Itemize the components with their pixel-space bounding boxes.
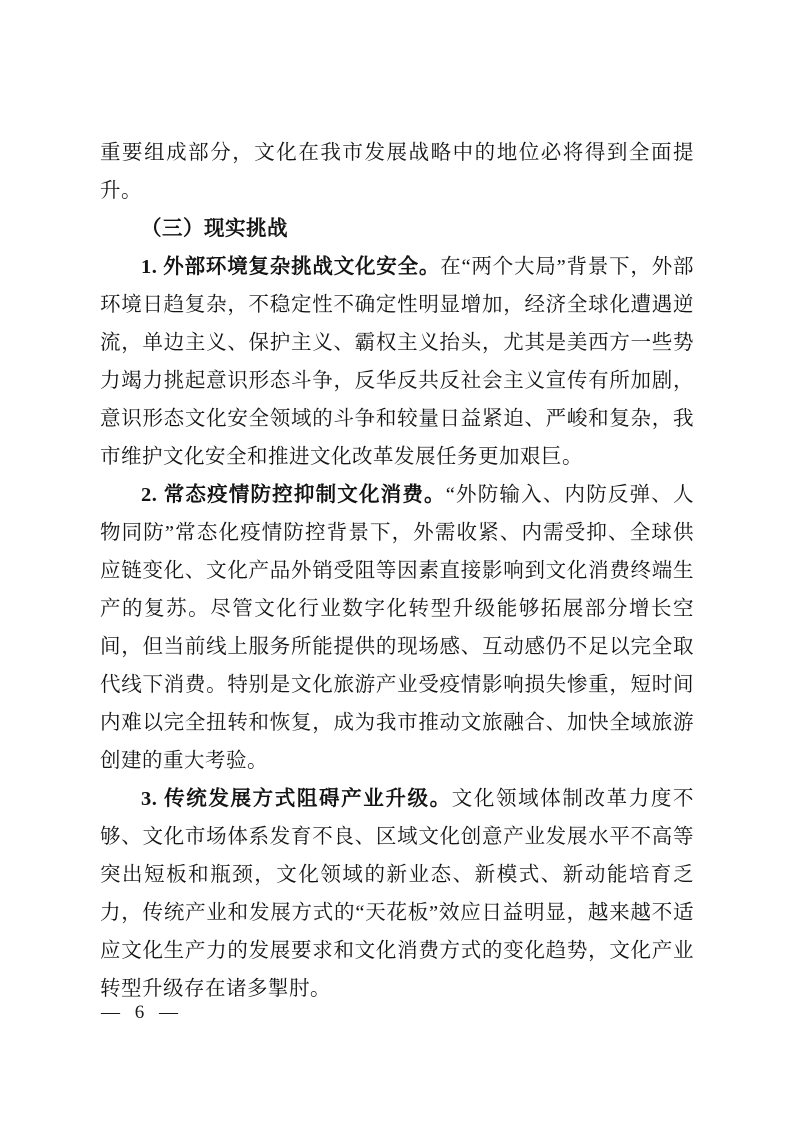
paragraph-text: 文化领域体制改革力度不够、文化市场体系发育不良、区域文化创意产业发展水平不高等突出短板和瓶颈，文化领域的新业态、新模式、新动能培育乏力，传统产业和发展方式的“天花板”效应日益明显，越来越不适应文化生产力的发展要求和文化消费方式的变化趋势，文化产业转型升级存在诸多掣肘。 xyxy=(100,788,694,1000)
paragraph xyxy=(100,780,694,1008)
paragraph-lead: 1. 外部环境复杂挑战文化安全。 xyxy=(141,256,441,278)
paragraph-continuation: 重要组成部分，文化在我市发展战略中的地位必将得到全面提升。 xyxy=(100,142,694,202)
paragraph-text: “外防输入、内防反弹、人物同防”常态化疫情防控背景下，外需收紧、内需受抑、全球供应链变化、文化产品外销受阻等因素直接影响到文化消费终端生产的复苏。尽管文化行业数字化转型升级能够拓展部分增长空间，但当前线上服务所能提供的现场感、互动感仍不足以完全取代线下消费。特别是文化旅游产业受疫情影响损失惨重，短时间内难以完全扭转和恢复，成为我市推动文旅融合、加快全域旅游创建的重大考验。 xyxy=(100,484,695,772)
paragraph-text: 在“两个大局”背景下，外部环境日趋复杂，不稳定性不确定性明显增加，经济全球化遭遇逆流，单边主义、保护主义、霸权主义抬头，尤其是美西方一些势力竭力挑起意识形态斗争，反华反共反社会主义宣传有所加剧，意识形态文化安全领域的斗争和较量日益紧迫、严峻和复杂，我市维护文化安全和推进文化改革发展任务更加艰巨。 xyxy=(100,256,694,468)
footer-page-number: — 6 — xyxy=(101,1002,183,1023)
section-heading: （三）现实挑战 xyxy=(141,218,288,240)
paragraph-lead: 2. 常态疫情防控抑制文化消费。 xyxy=(141,484,446,506)
paragraph xyxy=(100,476,694,780)
document-body xyxy=(100,134,694,1008)
paragraph xyxy=(100,248,694,476)
paragraph-lead: 3. 传统发展方式阻碍产业升级。 xyxy=(141,788,452,810)
